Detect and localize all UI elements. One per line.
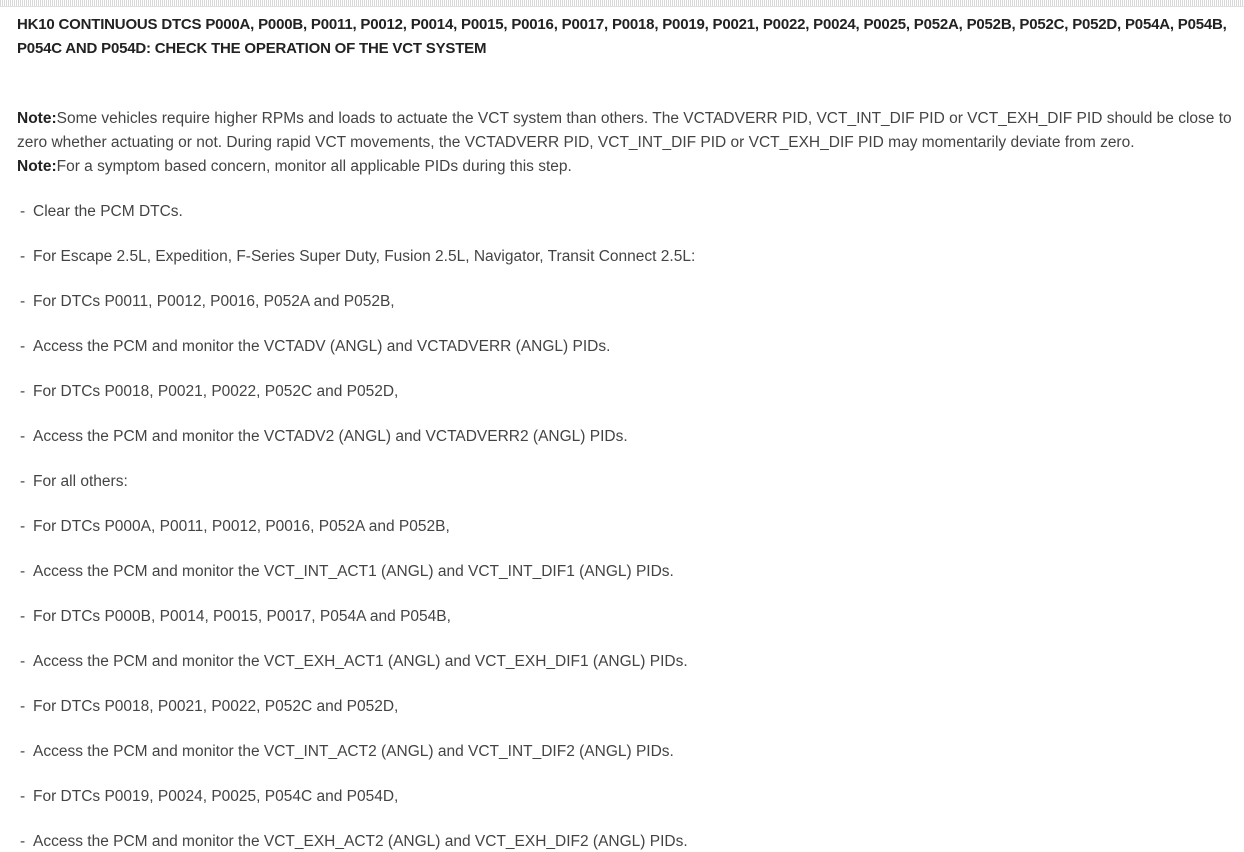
step-text: For DTCs P0011, P0012, P0016, P052A and P052B, <box>33 293 395 310</box>
top-border <box>0 0 1244 7</box>
step-text: Access the PCM and monitor the VCTADV2 (ANGL) and VCTADVERR2 (ANGL) PIDs. <box>33 428 628 445</box>
step-text: Access the PCM and monitor the VCT_INT_ACT2 (ANGL) and VCT_INT_DIF2 (ANGL) PIDs. <box>33 743 674 760</box>
document-body <box>17 13 1239 852</box>
step-text: Access the PCM and monitor the VCTADV (ANGL) and VCTADVERR (ANGL) PIDs. <box>33 338 611 355</box>
dash-bullet: - <box>20 698 26 715</box>
list-item <box>17 201 1239 246</box>
dash-bullet: - <box>20 833 26 850</box>
step-text: Access the PCM and monitor the VCT_EXH_ACT2 (ANGL) and VCT_EXH_DIF2 (ANGL) PIDs. <box>33 833 688 850</box>
list-item <box>17 246 1239 291</box>
note-text: For a symptom based concern, monitor all applicable PIDs during this step. <box>56 158 572 175</box>
list-item <box>17 426 1239 471</box>
step-text: Clear the PCM DTCs. <box>33 203 183 220</box>
dash-bullet: - <box>20 653 26 670</box>
dash-bullet: - <box>20 338 26 355</box>
list-item <box>17 651 1239 696</box>
list-item <box>17 381 1239 426</box>
dash-bullet: - <box>20 608 26 625</box>
page-title: HK10 CONTINUOUS DTCS P000A, P000B, P0011, P0012, P0014, P0015, P0016, P0017, P0018, P0019, P0021, P0022, P0024, P0025, P052A, P052B, P052C, P052D, P054A, P054B, P054C AND P054D: CHECK THE OPERATION OF THE VCT SYSTEM <box>17 16 1227 57</box>
list-item <box>17 336 1239 381</box>
list-item <box>17 606 1239 651</box>
dash-bullet: - <box>20 743 26 760</box>
note-2 <box>17 155 1239 179</box>
list-item <box>17 831 1239 852</box>
step-text: Access the PCM and monitor the VCT_EXH_ACT1 (ANGL) and VCT_EXH_DIF1 (ANGL) PIDs. <box>33 653 688 670</box>
dash-bullet: - <box>20 248 26 265</box>
step-text: For DTCs P0018, P0021, P0022, P052C and P052D, <box>33 383 399 400</box>
step-text: For DTCs P0018, P0021, P0022, P052C and P052D, <box>33 698 399 715</box>
dash-bullet: - <box>20 788 26 805</box>
dash-bullet: - <box>20 563 26 580</box>
step-text: For all others: <box>33 473 128 490</box>
list-item <box>17 291 1239 336</box>
list-item <box>17 786 1239 831</box>
dash-bullet: - <box>20 203 26 220</box>
step-text: Access the PCM and monitor the VCT_INT_ACT1 (ANGL) and VCT_INT_DIF1 (ANGL) PIDs. <box>33 563 674 580</box>
dash-bullet: - <box>20 428 26 445</box>
list-item <box>17 471 1239 516</box>
notes-section <box>17 107 1239 179</box>
list-item <box>17 696 1239 741</box>
note-label: Note: <box>17 158 57 175</box>
step-text: For DTCs P0019, P0024, P0025, P054C and P054D, <box>33 788 399 805</box>
note-text: Some vehicles require higher RPMs and loads to actuate the VCT system than others. The VCTADVERR PID, VCT_INT_DIF PID or VCT_EXH_DIF PID should be close to zero whether actuating or not. During rapid VCT movements, the VCTADVERR PID, VCT_INT_DIF PID or VCT_EXH_DIF PID may momentarily deviate from zero. <box>17 110 1232 151</box>
list-item <box>17 561 1239 606</box>
dash-bullet: - <box>20 518 26 535</box>
dash-bullet: - <box>20 293 26 310</box>
list-item <box>17 516 1239 561</box>
list-item <box>17 741 1239 786</box>
note-label: Note: <box>17 110 57 127</box>
step-list <box>17 201 1239 852</box>
step-text: For Escape 2.5L, Expedition, F-Series Super Duty, Fusion 2.5L, Navigator, Transit Connect 2.5L: <box>33 248 696 265</box>
note-1 <box>17 107 1239 155</box>
dash-bullet: - <box>20 383 26 400</box>
dash-bullet: - <box>20 473 26 490</box>
step-text: For DTCs P000A, P0011, P0012, P0016, P052A and P052B, <box>33 518 450 535</box>
step-text: For DTCs P000B, P0014, P0015, P0017, P054A and P054B, <box>33 608 451 625</box>
